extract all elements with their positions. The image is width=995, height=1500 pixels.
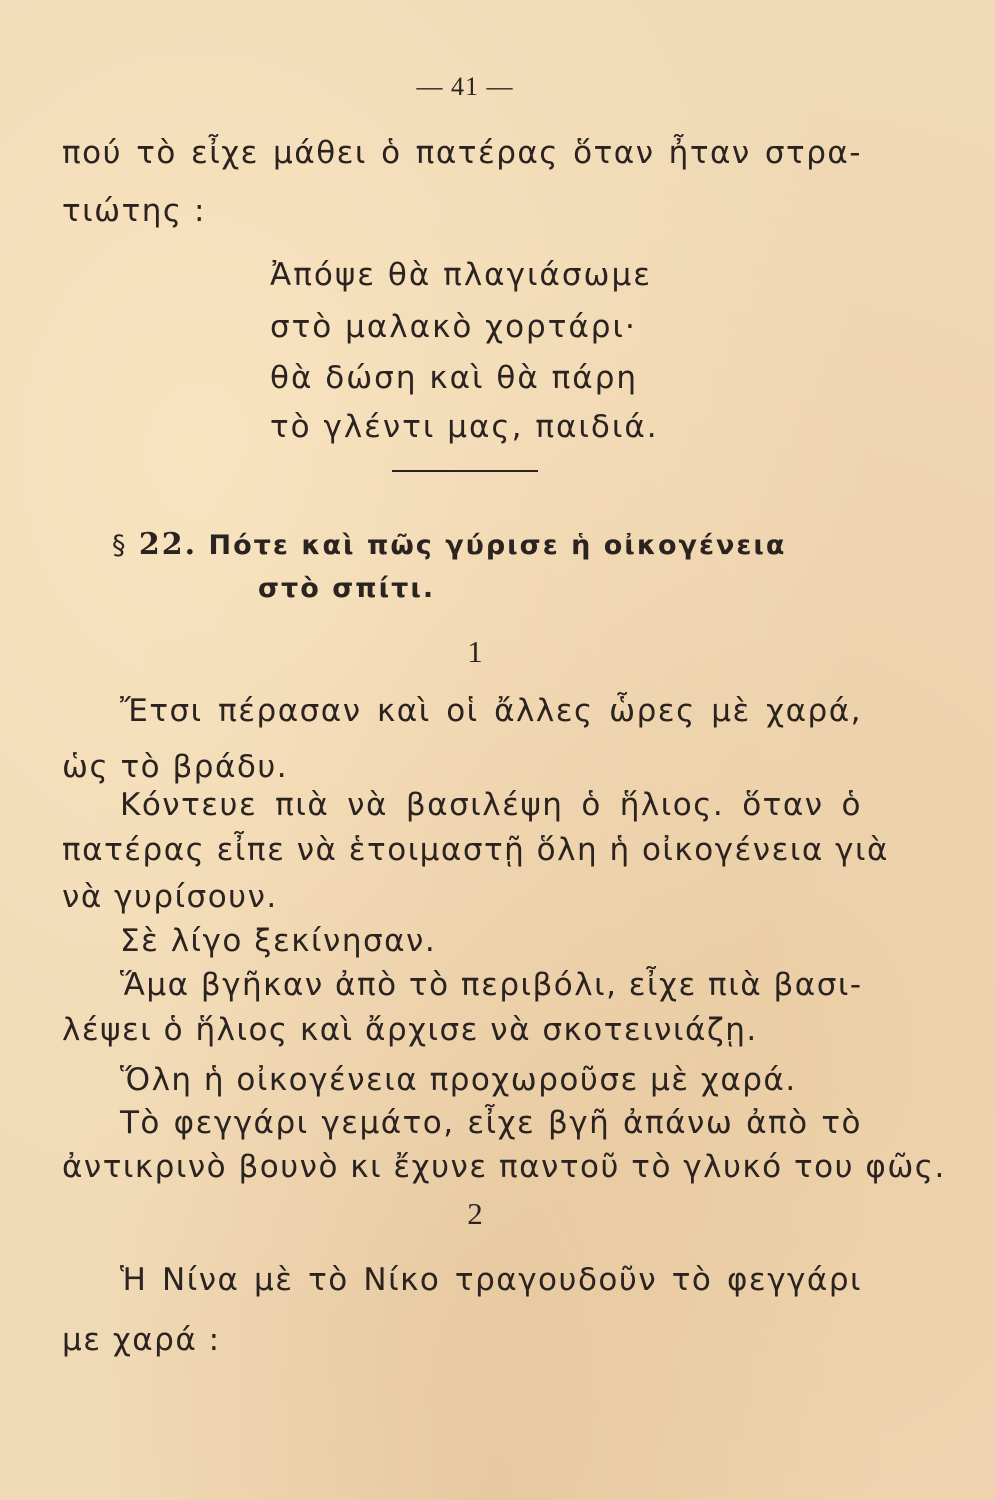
part-number-1: 1	[467, 634, 483, 669]
paragraph-line: ὡς τὸ βράδυ.	[62, 749, 289, 785]
paragraph-line: Ἔτσι πέρασαν καὶ οἱ ἄλλες ὧρες μὲ χαρά,	[120, 693, 862, 729]
paragraph-line: λέψει ὁ ἥλιος καὶ ἄρχισε νὰ σκοτεινιάζῃ.	[62, 1012, 758, 1048]
intro-line-2: τιώτης :	[62, 193, 206, 229]
paragraph-line: Ἅμα βγῆκαν ἀπὸ τὸ περιβόλι, εἶχε πιὰ βασι-	[120, 967, 863, 1003]
paragraph-line: Ἡ Νίνα μὲ τὸ Νίκο τραγουδοῦν τὸ φεγγάρι	[120, 1262, 862, 1298]
part-number-2: 2	[467, 1196, 483, 1231]
paragraph-line: πατέρας εἶπε νὰ ἑτοιμαστῇ ὅλη ἡ οἰκογένεια γιὰ	[62, 832, 889, 868]
paragraph-line: νὰ γυρίσουν.	[62, 879, 278, 915]
section-heading	[112, 527, 787, 562]
intro-line-1: πού τὸ εἶχε μάθει ὁ πατέρας ὅταν ἦταν στρα-	[62, 135, 862, 171]
poem-line: Ἀπόψε θὰ πλαγιάσωμε	[270, 257, 652, 293]
paragraph-line: Σὲ λίγο ξεκίνησαν.	[120, 923, 437, 959]
section-title-line-1: Πότε καὶ πῶς γύρισε ἡ οἰκογένεια	[208, 530, 787, 561]
section-number: 22.	[138, 527, 198, 562]
divider-rule	[392, 470, 538, 472]
page-number: — 41 —	[416, 72, 514, 101]
section-title-line-2: στὸ σπίτι.	[258, 573, 436, 604]
poem-line: στὸ μαλακὸ χορτάρι·	[270, 309, 637, 345]
paragraph-line: ἀντικρινὸ βουνὸ κι ἔχυνε παντοῦ τὸ γλυκό του φῶς.	[62, 1149, 946, 1185]
section-symbol: §	[112, 530, 128, 561]
paragraph-line: Τὸ φεγγάρι γεμάτο, εἶχε βγῆ ἀπάνω ἀπὸ τὸ	[120, 1105, 862, 1141]
poem-line: θὰ δώση καὶ θὰ πάρη	[270, 360, 639, 396]
paragraph-line: με χαρά :	[62, 1322, 221, 1358]
poem-line: τὸ γλέντι μας, παιδιά.	[270, 409, 659, 445]
paragraph-line: Κόντευε πιὰ νὰ βασιλέψη ὁ ἥλιος. ὅταν ὁ	[120, 787, 862, 823]
paragraph-line: Ὅλη ἡ οἰκογένεια προχωροῦσε μὲ χαρά.	[120, 1062, 797, 1098]
